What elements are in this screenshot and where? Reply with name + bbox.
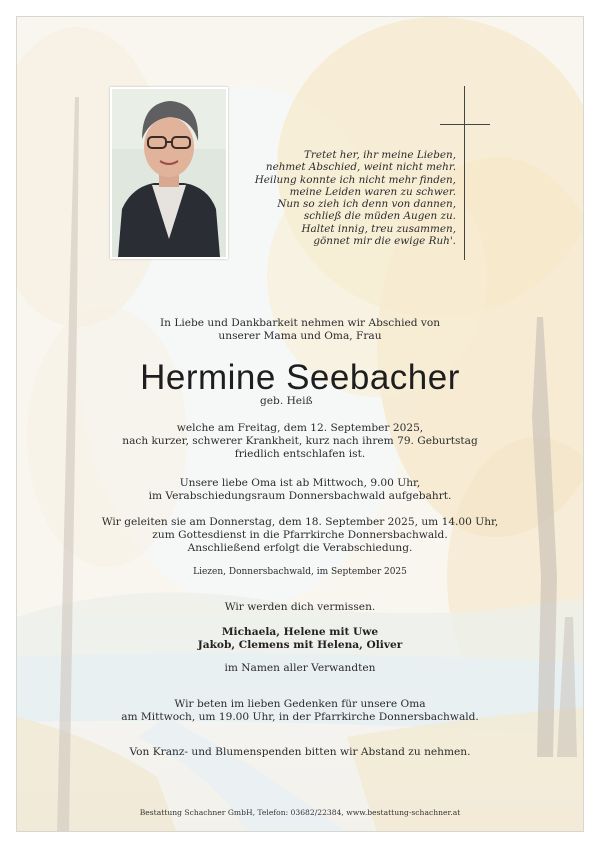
poem-line: meine Leiden waren zu schwer.: [289, 185, 456, 198]
passing-text: [30, 422, 570, 461]
funeral-line: zum Gottesdienst in die Pfarrkirche Donnersbachwald.: [152, 529, 448, 541]
funeral-home-footer: Bestattung Schachner GmbH, Telefon: 03682/22384, www.bestattung-schachner.at: [139, 808, 461, 817]
poem-line: nehmet Abschied, weint nicht mehr.: [265, 161, 456, 174]
portrait-photo: [110, 87, 228, 259]
intro-text: [30, 317, 570, 343]
poem-line: schließ die müden Augen zu.: [303, 210, 456, 223]
funeral-line: Anschließend erfolgt die Verabschiedung.: [187, 542, 413, 554]
laid-out-line: Unsere liebe Oma ist ab Mittwoch, 9.00 Uhr,: [179, 477, 421, 489]
deceased-name: Hermine Seebacher: [140, 358, 460, 397]
portrait-illustration: [112, 89, 226, 257]
cross-vertical-bar: [464, 86, 465, 260]
laid-out-text: [30, 477, 570, 503]
passing-line: welche am Freitag, dem 12. September 2025,: [176, 422, 424, 434]
prayer-line: Wir beten im lieben Gedenken für unsere Oma: [174, 698, 426, 710]
laid-out-line: im Verabschiedungsraum Donnersbachwald aufgebahrt.: [148, 490, 452, 502]
maiden-name: geb. Heiß: [260, 395, 313, 407]
prayer-text: [30, 698, 570, 724]
intro-line: In Liebe und Dankbarkeit nehmen wir Abschied von: [159, 317, 441, 329]
funeral-text: [30, 516, 570, 555]
poem-line: Nun so zieh ich denn von dannen,: [277, 198, 456, 211]
family-line: Jakob, Clemens mit Helena, Oliver: [197, 639, 403, 651]
intro-line: unserer Mama und Oma, Frau: [218, 330, 382, 342]
poem-line: Tretet her, ihr meine Lieben,: [303, 149, 456, 161]
poem-line: gönnet mir die ewige Ruh'.: [313, 235, 456, 248]
passing-line: nach kurzer, schwerer Krankheit, kurz nach ihrem 79. Geburtstag: [122, 435, 478, 447]
memorial-poem: [238, 149, 456, 247]
cross-horizontal-bar: [440, 124, 490, 125]
place-date: Liezen, Donnersbachwald, im September 2025: [193, 567, 407, 577]
poem-line: Heilung konnte ich nicht mehr finden,: [254, 173, 456, 186]
miss-text: Wir werden dich vermissen.: [224, 601, 376, 613]
family-line: Michaela, Helene mit Uwe: [221, 626, 379, 638]
funeral-line: Wir geleiten sie am Donnerstag, dem 18. September 2025, um 14.00 Uhr,: [101, 516, 499, 528]
poem-line: Haltet innig, treu zusammen,: [301, 222, 456, 235]
flowers-note: Von Kranz- und Blumenspenden bitten wir Abstand zu nehmen.: [129, 746, 471, 758]
passing-line: friedlich entschlafen ist.: [234, 448, 366, 460]
prayer-line: am Mittwoch, um 19.00 Uhr, in der Pfarrkirche Donnersbachwald.: [121, 711, 479, 723]
family-names: [30, 626, 570, 652]
relatives-text: im Namen aller Verwandten: [224, 662, 376, 674]
